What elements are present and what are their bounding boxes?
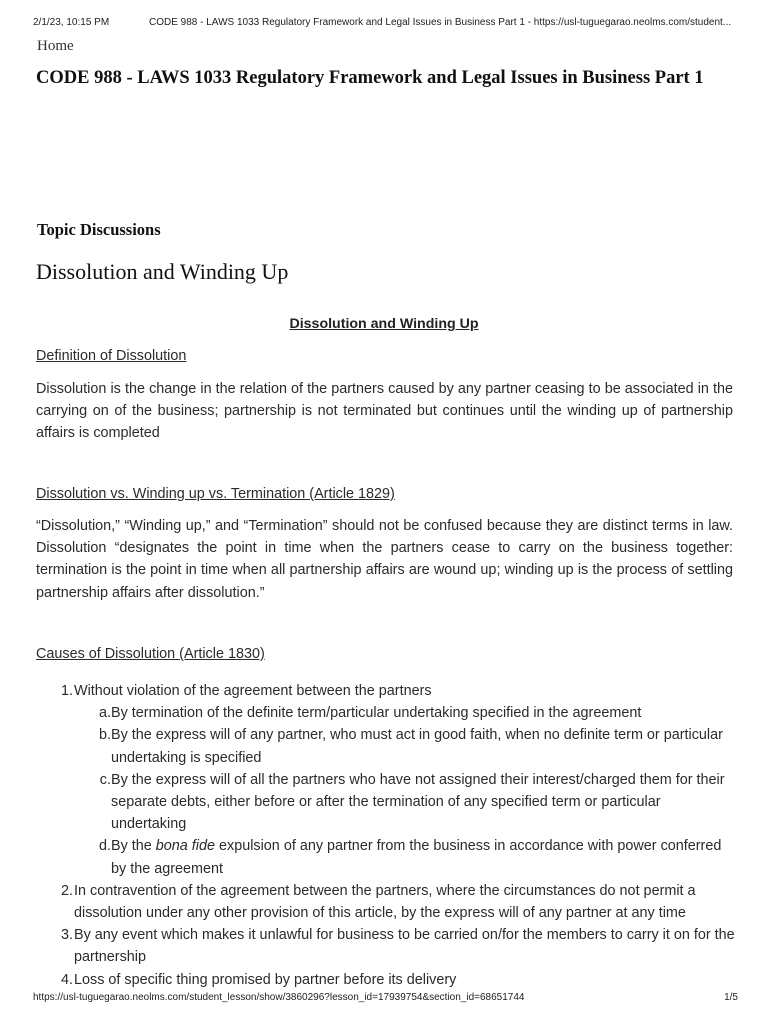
list-item-number: 3. [60,927,73,944]
sub-list-item [36,702,736,724]
page-number: 1/5 [724,992,738,1003]
list-item [36,969,736,991]
sub-item-letter: d. [98,838,111,855]
print-url: https://usl-tuguegarao.neolms.com/student_lesson/show/3860296?lesson_id=17939754&section_id=68651744 [33,992,525,1003]
sub-item-text: By termination of the definite term/particular undertaking specified in the agreement [111,705,642,722]
list-item [36,880,736,924]
section-label: Topic Discussions [37,220,161,239]
definition-heading: Definition of Dissolution [36,348,187,364]
home-link[interactable]: Home [37,38,74,54]
print-doc-title: CODE 988 - LAWS 1033 Regulatory Framework and Legal Issues in Business Part 1 - https://usl-tuguegarao.neolms.com/student... [149,17,732,28]
list-item-text: Loss of specific thing promised by partner before its delivery [74,971,457,988]
list-item-number: 4. [60,971,73,988]
list-item-text: In contravention of the agreement between the partners, where the circumstances do not permit a dissolution under any other provision of this article, by the express will of any partner at any time [74,882,696,922]
content-heading: Dissolution and Winding Up [289,316,479,332]
course-title: CODE 988 - LAWS 1033 Regulatory Framework and Legal Issues in Business Part 1 [36,68,704,88]
list-item [36,680,736,702]
sub-item-text: By the express will of all the partners who have not assigned their interest/charged them for their separate debts, either before or after the termination of any specified term or particular undertaking [111,771,725,833]
sub-item-text-italic: bona fide [155,838,216,855]
definition-paragraph: Dissolution is the change in the relation of the partners caused by any partner ceasing to be associated in the carrying on of the business; partnership is not terminated but continues until the winding up of partnership affairs is completed [36,381,733,442]
sub-item-text-before: By the [111,838,156,855]
sub-item-letter: a. [98,705,111,722]
list-item-text: Without violation of the agreement between the partners [74,683,432,699]
sub-list-item [36,724,736,768]
lesson-title: Dissolution and Winding Up [36,259,289,284]
comparison-heading: Dissolution vs. Winding up vs. Termination (Article 1829) [36,486,395,502]
list-item-number: 1. [60,683,73,699]
print-datetime: 2/1/23, 10:15 PM [33,17,110,28]
comparison-paragraph: “Dissolution,” “Winding up,” and “Termination” should not be confused because they are distinct terms in law. Dissolution “designates the point in time when the partners cease to carry on the business together: termination is the point in time when all partnership affairs are wound up; winding up is the process of settling partnership affairs after dissolution.” [36,518,733,601]
list-item-number: 2. [60,882,73,899]
sub-item-letter: b. [98,727,111,744]
causes-heading: Causes of Dissolution (Article 1830) [36,646,265,662]
list-item-text: By any event which makes it unlawful for business to be carried on/for the members to carry it on for the partnership [74,927,735,966]
sub-item-text-after: expulsion of any partner from the business in accordance with power conferred by the agreement [111,838,722,877]
causes-list [36,680,736,991]
sub-item-text [111,835,736,879]
sub-item-text: By the express will of any partner, who must act in good faith, when no definite term or particular undertaking is specified [111,727,723,766]
list-item [36,924,736,968]
sub-list-item [36,835,736,879]
sub-list-item [36,769,736,836]
sub-item-letter: c. [99,771,111,788]
